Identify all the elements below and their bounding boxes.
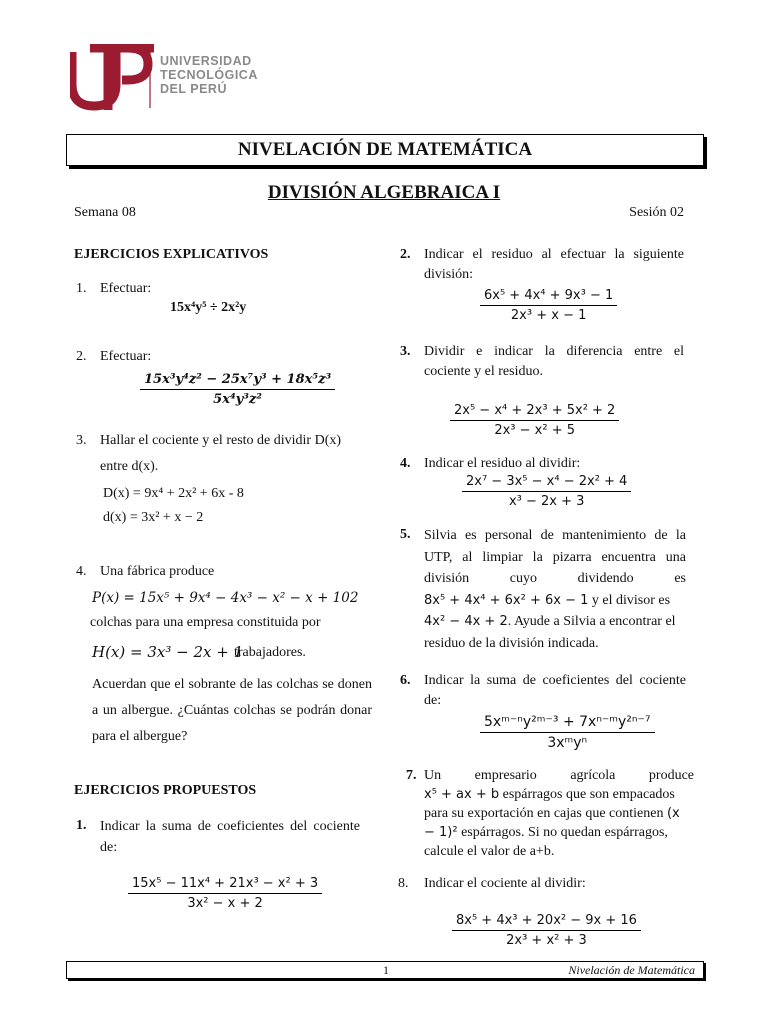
proposed-1-fraction <box>128 876 322 911</box>
question-5-divisor: 4x² − 4x + 2 <box>424 614 508 629</box>
question-3-fraction <box>450 403 619 438</box>
question-5-text-2: y el divisor es <box>591 592 671 608</box>
question-5-number: 5. <box>400 527 411 542</box>
question-7-poly: x⁵ + ax + b <box>424 787 500 802</box>
page-footer <box>66 961 704 979</box>
question-6-number: 6. <box>400 673 411 688</box>
proposed-1-number: 1. <box>76 818 87 833</box>
section-explicativos: EJERCICIOS EXPLICATIVOS <box>74 247 269 262</box>
week-label: Semana 08 <box>74 205 136 220</box>
question-2-fraction <box>480 288 617 323</box>
session-label: Sesión 02 <box>629 205 684 220</box>
exercise-4-text-3: trabajadores. <box>234 645 306 660</box>
question-2-denominator: 2x³ + x − 1 <box>510 308 587 323</box>
exercise-4-text-4: Acuerdan que el sobrante de las colchas se donen a un albergue. ¿Cuántas colchas se podrán donar para el albergue? <box>92 677 372 744</box>
question-3-numerator: 2x⁵ − x⁴ + 2x³ + 5x² + 2 <box>450 403 619 421</box>
exercise-4-P: P(x) = 15x⁵ + 9x⁴ − 4x³ − x² − x + 102 <box>92 590 359 606</box>
exercise-3-dividend: D(x) = 9x⁴ + 2x² + 6x - 8 <box>103 486 244 501</box>
question-8-fraction <box>452 913 641 948</box>
question-5-text-3: . Ayude a Silvia a encontrar el residuo de la división indicada. <box>424 614 676 651</box>
question-7-text-1: Un empresario agrícola produce <box>424 768 694 783</box>
question-4-denominator: x³ − 2x + 3 <box>508 494 585 509</box>
university-line-1: UNIVERSIDAD <box>160 54 252 68</box>
question-2-numerator: 6x⁵ + 4x⁴ + 9x³ − 1 <box>480 288 617 306</box>
section-propuestos: EJERCICIOS PROPUESTOS <box>74 783 257 798</box>
question-7-text-2: espárragos que son empacados para su exportación en cajas que contienen <box>424 787 675 821</box>
footer-text: Nivelación de Matemática <box>568 963 695 977</box>
question-8-numerator: 8x⁵ + 4x³ + 20x² − 9x + 16 <box>452 913 641 931</box>
question-2-text: Indicar el residuo al efectuar la siguiente división: <box>424 247 684 282</box>
question-7-body <box>424 766 694 861</box>
exercise-3-number: 3. <box>76 433 87 448</box>
university-line-2: TECNOLÓGICA <box>160 68 258 82</box>
exercise-1-number: 1. <box>76 281 87 296</box>
exercise-1-expression: 15x⁴y⁵ ÷ 2x²y <box>170 300 247 315</box>
exercise-4-text-2: colchas para una empresa constituida por <box>90 615 321 630</box>
question-7-text-3: espárragos. Si no quedan espárragos, calcule el valor de a+b. <box>424 825 668 859</box>
question-2-number: 2. <box>400 247 411 262</box>
proposed-1-numerator: 15x⁵ − 11x⁴ + 21x³ − x² + 3 <box>128 876 322 894</box>
question-3-number: 3. <box>400 344 411 359</box>
question-5-text-1: Silvia es personal de mantenimiento de la UTP, al limpiar la pizarra encuentra una división cuyo dividendo es <box>424 528 686 586</box>
exercise-2-denominator: 5x⁴y³z² <box>213 392 262 407</box>
exercise-4-number: 4. <box>76 564 87 579</box>
question-4-number: 4. <box>400 456 411 471</box>
exercise-3-divisor: d(x) = 3x² + x − 2 <box>103 510 204 525</box>
exercise-4-H: H(x) = 3x³ − 2x + 1 <box>92 643 244 661</box>
exercise-3-text-2: entre d(x). <box>100 459 159 474</box>
question-8-text: Indicar el cociente al dividir: <box>424 876 586 891</box>
exercise-4-text-1: Una fábrica produce <box>100 564 215 579</box>
proposed-1-text: Indicar la suma de coeficientes del cociente de: <box>100 819 360 855</box>
exercise-2-text: Efectuar: <box>100 349 152 364</box>
exercise-2-fraction <box>140 372 335 407</box>
question-4-numerator: 2x⁷ − 3x⁵ − x⁴ − 2x² + 4 <box>462 474 631 492</box>
question-6-fraction <box>480 714 655 751</box>
exercise-2-numerator: 15x³y⁴z² − 25x⁷y³ + 18x⁵z³ <box>140 372 335 390</box>
page-number: 1 <box>383 963 389 977</box>
subtitle-text: DIVISIÓN ALGEBRAICA I <box>267 182 501 203</box>
question-6-numerator: 5xᵐ⁻ⁿy²ᵐ⁻³ + 7xⁿ⁻ᵐy²ⁿ⁻⁷ <box>480 714 655 733</box>
question-4-fraction <box>462 474 631 509</box>
university-name <box>160 54 258 96</box>
question-8-number: 8. <box>398 876 409 891</box>
proposed-1-denominator: 3x² − x + 2 <box>187 896 263 911</box>
question-3-denominator: 2x³ − x² + 5 <box>494 423 575 438</box>
question-5-dividend: 8x⁵ + 4x⁴ + 6x² + 6x − 1 <box>424 592 589 608</box>
logo-mark-text: UTP <box>90 84 92 85</box>
question-6-denominator: 3xᵐyⁿ <box>547 735 588 751</box>
exercise-3-text-1: Hallar el cociente y el resto de dividir D(x) <box>100 433 342 448</box>
question-3-text: Dividir e indicar la diferencia entre el cociente y el residuo. <box>424 344 684 379</box>
question-8-denominator: 2x³ + x² + 3 <box>506 933 587 948</box>
question-7-box: (x − 1)² <box>424 806 680 840</box>
exercise-2-number: 2. <box>76 349 87 364</box>
page-title: NIVELACIÓN DE MATEMÁTICA <box>66 134 704 166</box>
exercise-1-text: Efectuar: <box>100 281 152 296</box>
university-line-3: DEL PERÚ <box>160 82 227 96</box>
question-6-text: Indicar la suma de coeficientes del cociente de: <box>424 673 686 708</box>
question-4-text: Indicar el residuo al dividir: <box>424 456 581 471</box>
question-7-number: 7. <box>406 768 417 783</box>
page-subtitle <box>0 182 768 204</box>
question-5-body <box>424 525 686 654</box>
